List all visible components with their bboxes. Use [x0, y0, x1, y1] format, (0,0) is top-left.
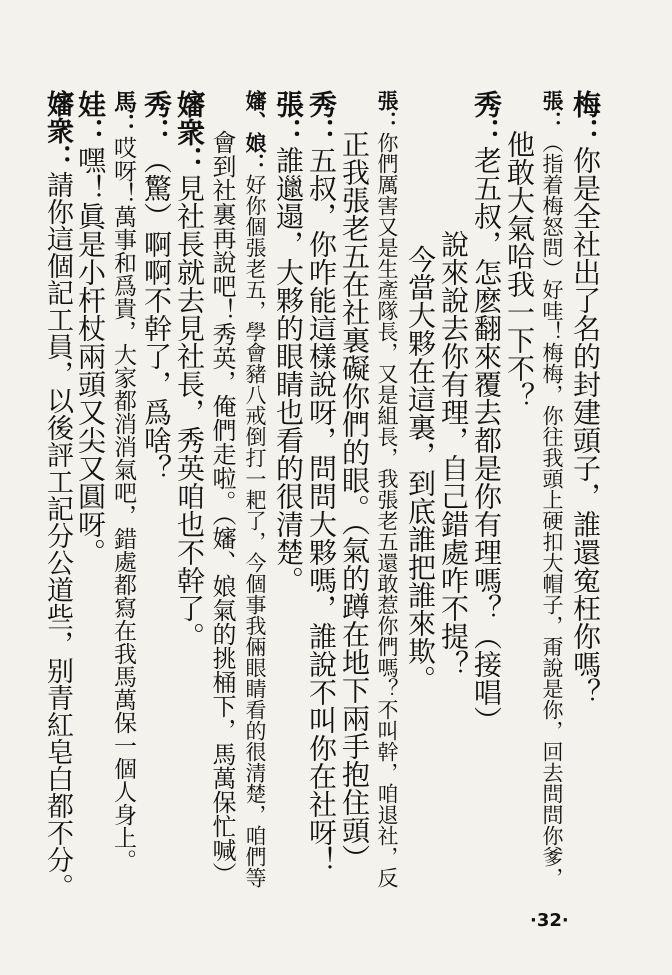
line-text: 你是全社出了名的封建頭子，誰還寃枉你嗎？: [569, 146, 602, 706]
speaker: 秀：: [470, 90, 503, 146]
speaker: 嬸、娘：: [243, 90, 268, 174]
line-text: 嘿！眞是小杆杖兩頭又尖又圓呀。: [74, 146, 107, 566]
script-line-8: [339, 130, 369, 872]
line-text: 好你個張老五，學會豬八戒倒打一耙了，今個事我倆眼睛看的很清楚，咱們等: [243, 174, 267, 888]
script-line-17: [42, 90, 72, 900]
line-text: 五叔，你咋能這樣說呀，問問大夥嗎，誰說不叫你在社呀！: [305, 146, 338, 874]
script-line-5: [438, 230, 468, 678]
script-line-7: [372, 90, 402, 888]
line-text: 正我張老五在社裏礙你們的眼。（氣的蹲在地下兩手抱住頭）: [338, 130, 371, 872]
speaker: 張：: [540, 90, 565, 132]
speaker: 張：: [375, 90, 400, 132]
script-line-16: [75, 90, 105, 566]
speaker: 娃：: [74, 90, 107, 146]
line-text: 會到社裏再說吧！秀英，俺們走啦。（嬸、娘氣的挑桶下，馬萬保忙喊）: [208, 130, 236, 886]
page-number: ·32·: [530, 910, 569, 931]
script-line-1: [570, 90, 600, 706]
script-line-3: [504, 130, 534, 410]
speaker: 秀：: [140, 90, 173, 146]
script-line-15: [108, 90, 138, 872]
script-line-14: [141, 90, 171, 482]
line-text: 見社長就去見社長，秀英咱也不幹了。: [173, 174, 206, 650]
line-text: 他敢大氣哈我一下不？: [503, 130, 536, 410]
script-line-13: [174, 90, 204, 650]
script-line-10: [273, 90, 303, 594]
script-line-11: [240, 90, 270, 888]
script-line-6: [405, 245, 435, 693]
line-text: 哎呀！萬事和爲貴，大家都消消氣吧，錯處都寫在我馬萬保一個人身上。: [110, 136, 136, 872]
speaker: 嬸衆：: [173, 90, 206, 174]
speaker: 嬸衆：: [42, 90, 73, 171]
line-text: 老五叔，怎麽翻來覆去都是你有理嗎？（接唱）: [470, 146, 503, 734]
speaker: 梅：: [569, 90, 602, 146]
line-text: （驚）啊啊不幹了，爲啥？: [140, 146, 173, 482]
speaker: 張：: [272, 90, 305, 146]
script-line-9: [306, 90, 336, 874]
speaker: 馬：: [110, 90, 137, 136]
script-line-4: [471, 90, 501, 734]
line-text: 說來說去你有理，自己錯處咋不提？: [437, 230, 470, 678]
line-text: （指着梅怒問）好哇！梅梅，你往我頭上硬扣大帽子，甭說是你，回去問問你爹，: [540, 132, 564, 888]
line-text: 今當大夥在這裏，到底誰把誰來欺。: [404, 245, 437, 693]
script-line-12: [207, 130, 237, 886]
script-line-2: [537, 90, 567, 888]
speaker: 秀：: [305, 90, 338, 146]
line-text: 你們厲害又是生產隊長，又是組長，我張老五還敢惹你們嗎？不叫幹，咱退社，反: [375, 132, 399, 888]
line-text: 請你這個記工員，以後評工記分公道些，别青紅皂白都不分。: [42, 171, 73, 900]
line-text: 誰邋遢，大夥的眼睛也看的很清楚。: [272, 146, 305, 594]
